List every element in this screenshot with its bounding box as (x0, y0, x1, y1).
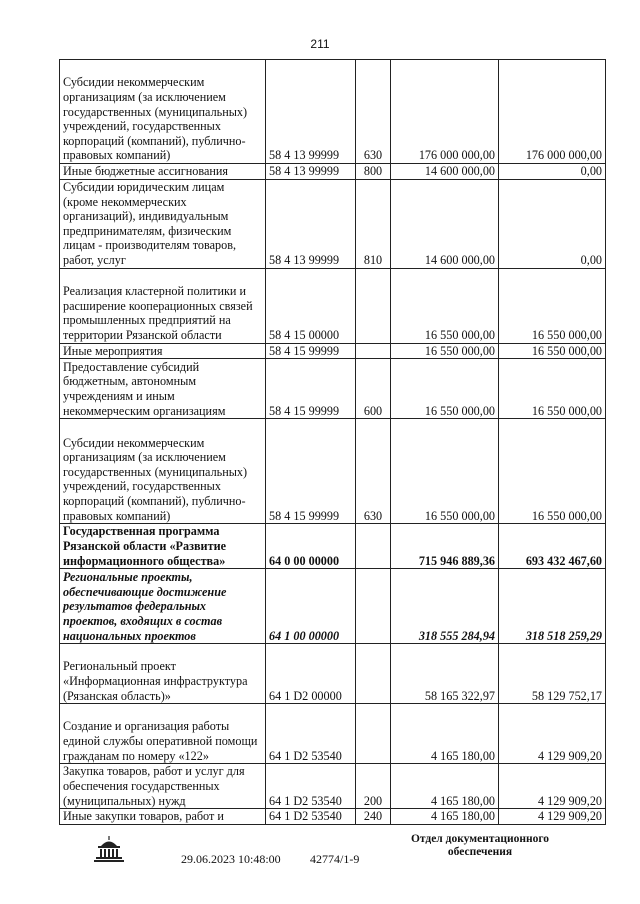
row-code: 64 1 00 00000 (266, 569, 356, 644)
row-name: Создание и организация работы единой службы оперативной помощи гражданам по номеру «122» (60, 704, 266, 764)
row-code: 58 4 13 99999 (266, 60, 356, 164)
table-row (60, 343, 606, 359)
row-code: 64 1 D2 53540 (266, 809, 356, 825)
row-sum-2: 318 518 259,29 (499, 569, 606, 644)
row-sum-1: 176 000 000,00 (391, 60, 499, 164)
row-vr: 630 (356, 60, 391, 164)
footer-datetime: 29.06.2023 10:48:00 (181, 852, 281, 866)
row-name: Реализация кластерной политики и расширение кооперационных связей промышленных предприятий на территории Рязанской области (60, 268, 266, 343)
row-sum-1: 318 555 284,94 (391, 569, 499, 644)
row-name: Региональные проекты, обеспечивающие достижение результатов федеральных проектов, входящих в состав национальных проектов (60, 569, 266, 644)
row-vr (356, 268, 391, 343)
row-sum-2: 16 550 000,00 (499, 419, 606, 524)
row-code: 58 4 15 99999 (266, 419, 356, 524)
row-code: 64 0 00 00000 (266, 524, 356, 569)
row-vr (356, 644, 391, 704)
row-vr: 600 (356, 359, 391, 419)
table-row (60, 359, 606, 419)
row-vr (356, 524, 391, 569)
row-name: Закупка товаров, работ и услуг для обеспечения государственных (муниципальных) нужд (60, 764, 266, 809)
table-row (60, 569, 606, 644)
row-sum-2: 16 550 000,00 (499, 343, 606, 359)
row-sum-1: 4 165 180,00 (391, 764, 499, 809)
row-code: 64 1 D2 00000 (266, 644, 356, 704)
row-sum-1: 16 550 000,00 (391, 343, 499, 359)
budget-table (59, 59, 606, 825)
row-sum-2: 58 129 752,17 (499, 644, 606, 704)
table-row (60, 60, 606, 164)
table-row (60, 704, 606, 764)
row-sum-1: 58 165 322,97 (391, 644, 499, 704)
row-sum-2: 176 000 000,00 (499, 60, 606, 164)
duma-building-icon (92, 834, 126, 864)
row-sum-1: 16 550 000,00 (391, 359, 499, 419)
row-sum-2: 4 129 909,20 (499, 704, 606, 764)
row-code: 58 4 15 99999 (266, 359, 356, 419)
row-sum-1: 16 550 000,00 (391, 268, 499, 343)
row-sum-2: 0,00 (499, 179, 606, 268)
row-name: Государственная программа Рязанской области «Развитие информационного общества» (60, 524, 266, 569)
row-name: Субсидии некоммерческим организациям (за исключением государственных (муниципальных) учреждений, государственных корпораций (компаний), публично-правовых компаний) (60, 60, 266, 164)
table-row (60, 419, 606, 524)
row-code: 64 1 D2 53540 (266, 764, 356, 809)
table-row (60, 644, 606, 704)
row-sum-2: 16 550 000,00 (499, 359, 606, 419)
footer-department: Отдел документационного обеспечения (410, 833, 550, 858)
row-sum-1: 16 550 000,00 (391, 419, 499, 524)
row-sum-2: 4 129 909,20 (499, 809, 606, 825)
row-code: 58 4 13 99999 (266, 164, 356, 180)
row-code: 58 4 15 00000 (266, 268, 356, 343)
row-code: 58 4 13 99999 (266, 179, 356, 268)
row-name: Предоставление субсидий бюджетным, автономным учреждениям и иным некоммерческим организациям (60, 359, 266, 419)
row-vr: 810 (356, 179, 391, 268)
row-name: Иные мероприятия (60, 343, 266, 359)
row-sum-2: 0,00 (499, 164, 606, 180)
table-row (60, 179, 606, 268)
row-name: Субсидии некоммерческим организациям (за исключением государственных (муниципальных) учреждений, государственных корпораций (компаний), публично-правовых компаний) (60, 419, 266, 524)
row-vr (356, 704, 391, 764)
row-code: 58 4 15 99999 (266, 343, 356, 359)
row-name: Иные закупки товаров, работ и (60, 809, 266, 825)
row-sum-1: 14 600 000,00 (391, 164, 499, 180)
row-code: 64 1 D2 53540 (266, 704, 356, 764)
footer-doc-number: 42774/1-9 (310, 852, 360, 866)
row-vr: 800 (356, 164, 391, 180)
row-name: Региональный проект «Информационная инфраструктура (Рязанская область)» (60, 644, 266, 704)
row-name: Иные бюджетные ассигнования (60, 164, 266, 180)
row-vr: 200 (356, 764, 391, 809)
table-row (60, 164, 606, 180)
row-sum-2: 4 129 909,20 (499, 764, 606, 809)
row-name: Субсидии юридическим лицам (кроме некоммерческих организаций), индивидуальным предпринимателям, физическим лицам - производителям товаров, работ, услуг (60, 179, 266, 268)
row-vr: 630 (356, 419, 391, 524)
row-sum-2: 693 432 467,60 (499, 524, 606, 569)
row-sum-1: 14 600 000,00 (391, 179, 499, 268)
table-row (60, 809, 606, 825)
page-number: 211 (310, 37, 330, 51)
row-vr: 240 (356, 809, 391, 825)
row-sum-1: 4 165 180,00 (391, 809, 499, 825)
row-vr (356, 343, 391, 359)
table-row (60, 524, 606, 569)
row-sum-1: 715 946 889,36 (391, 524, 499, 569)
row-vr (356, 569, 391, 644)
table-row (60, 268, 606, 343)
row-sum-1: 4 165 180,00 (391, 704, 499, 764)
table-row (60, 764, 606, 809)
row-sum-2: 16 550 000,00 (499, 268, 606, 343)
